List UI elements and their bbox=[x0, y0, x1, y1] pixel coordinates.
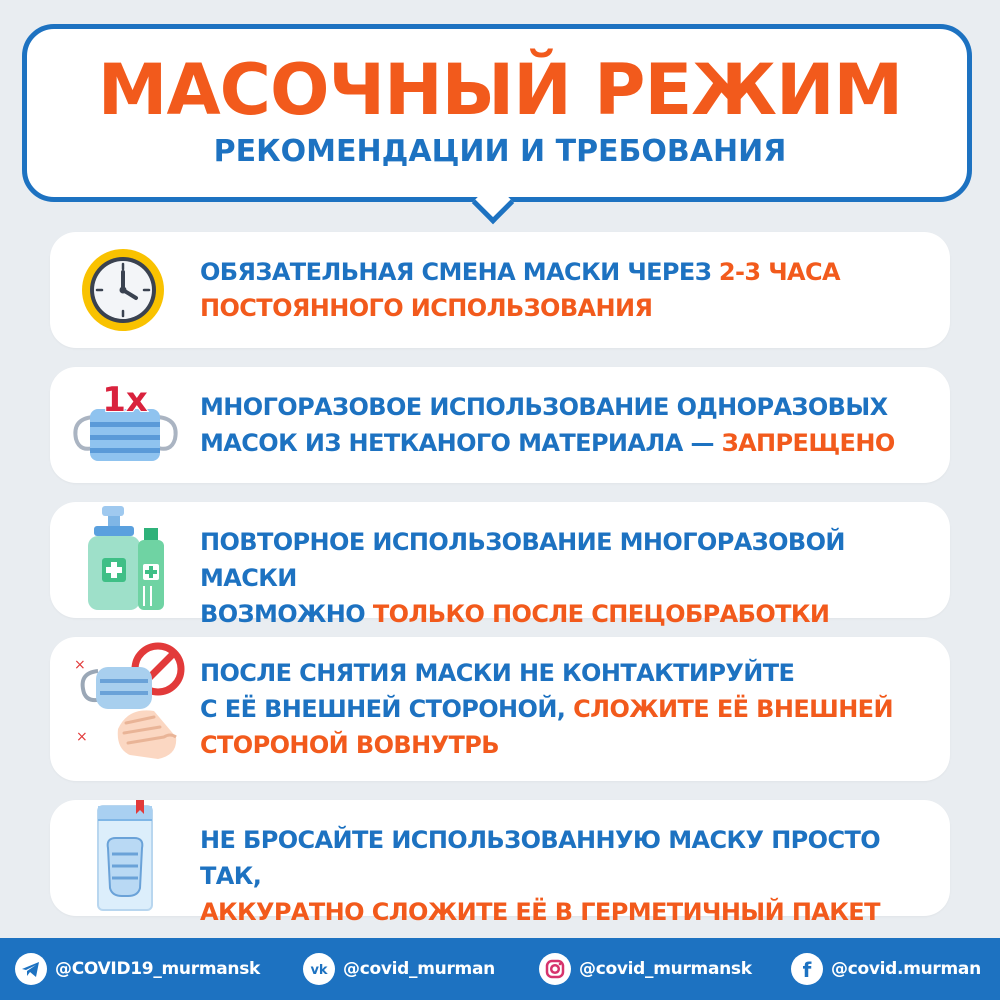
text-line: ПОВТОРНОЕ ИСПОЛЬЗОВАНИЕ МНОГОРАЗОВОЙ МАСКИ bbox=[200, 528, 845, 592]
disposable-mask-1x-icon bbox=[58, 367, 188, 483]
telegram-icon bbox=[14, 952, 48, 986]
footer-social-bar bbox=[0, 938, 1000, 1000]
badge-1x: 1x bbox=[102, 380, 148, 420]
svg-text:×: × bbox=[74, 657, 86, 673]
facebook-icon bbox=[790, 952, 824, 986]
text-line: НЕ БРОСАЙТЕ ИСПОЛЬЗОВАННУЮ МАСКУ ПРОСТО ТАК, bbox=[200, 826, 881, 890]
text-line: ПОСТОЯННОГО ИСПОЛЬЗОВАНИЯ bbox=[200, 294, 653, 322]
sealed-bag-icon bbox=[58, 800, 188, 916]
list-item bbox=[50, 800, 950, 926]
text-line: ВОЗМОЖНО ТОЛЬКО ПОСЛЕ СПЕЦОБРАБОТКИ bbox=[200, 600, 830, 628]
social-label: @covid.murman bbox=[831, 959, 981, 979]
page-subtitle: РЕКОМЕНДАЦИИ И ТРЕБОВАНИЯ bbox=[213, 134, 787, 169]
no-touch-mask-icon bbox=[58, 637, 188, 781]
svg-text:f: f bbox=[802, 958, 812, 982]
vk-icon bbox=[302, 952, 336, 986]
svg-text:vk: vk bbox=[310, 963, 328, 978]
clock-icon bbox=[58, 232, 188, 348]
text-line: ПОСЛЕ СНЯТИЯ МАСКИ НЕ КОНТАКТИРУЙТЕ bbox=[200, 659, 795, 687]
sanitizer-bottles-icon bbox=[58, 502, 188, 618]
page-title: МАСОЧНЫЙ РЕЖИМ bbox=[97, 49, 903, 131]
text-line: СТОРОНОЙ ВОВНУТРЬ bbox=[200, 731, 499, 759]
social-label: @covid_murman bbox=[343, 959, 495, 979]
social-link-facebook[interactable] bbox=[790, 938, 981, 1000]
text-line: ОБЯЗАТЕЛЬНАЯ СМЕНА МАСКИ ЧЕРЕЗ 2-3 ЧАСА bbox=[200, 258, 840, 286]
list-item bbox=[50, 502, 950, 628]
text-line: АККУРАТНО СЛОЖИТЕ ЕЁ В ГЕРМЕТИЧНЫЙ ПАКЕТ bbox=[200, 898, 880, 926]
instagram-icon bbox=[538, 952, 572, 986]
social-link-instagram[interactable] bbox=[538, 938, 752, 1000]
social-label: @covid_murmansk bbox=[579, 959, 752, 979]
social-link-telegram[interactable] bbox=[14, 938, 260, 1000]
text-line: МНОГОРАЗОВОЕ ИСПОЛЬЗОВАНИЕ ОДНОРАЗОВЫХ bbox=[200, 393, 888, 421]
text-line: С ЕЁ ВНЕШНЕЙ СТОРОНОЙ, СЛОЖИТЕ ЕЁ ВНЕШНЕЙ bbox=[200, 695, 893, 723]
list-item bbox=[50, 232, 950, 348]
social-link-vk[interactable] bbox=[302, 938, 495, 1000]
social-label: @COVID19_murmansk bbox=[55, 959, 261, 979]
text-line: МАСОК ИЗ НЕТКАНОГО МАТЕРИАЛА — ЗАПРЕЩЕНО bbox=[200, 429, 895, 457]
list-item bbox=[50, 637, 950, 781]
list-item bbox=[50, 367, 950, 483]
svg-text:×: × bbox=[76, 729, 88, 745]
